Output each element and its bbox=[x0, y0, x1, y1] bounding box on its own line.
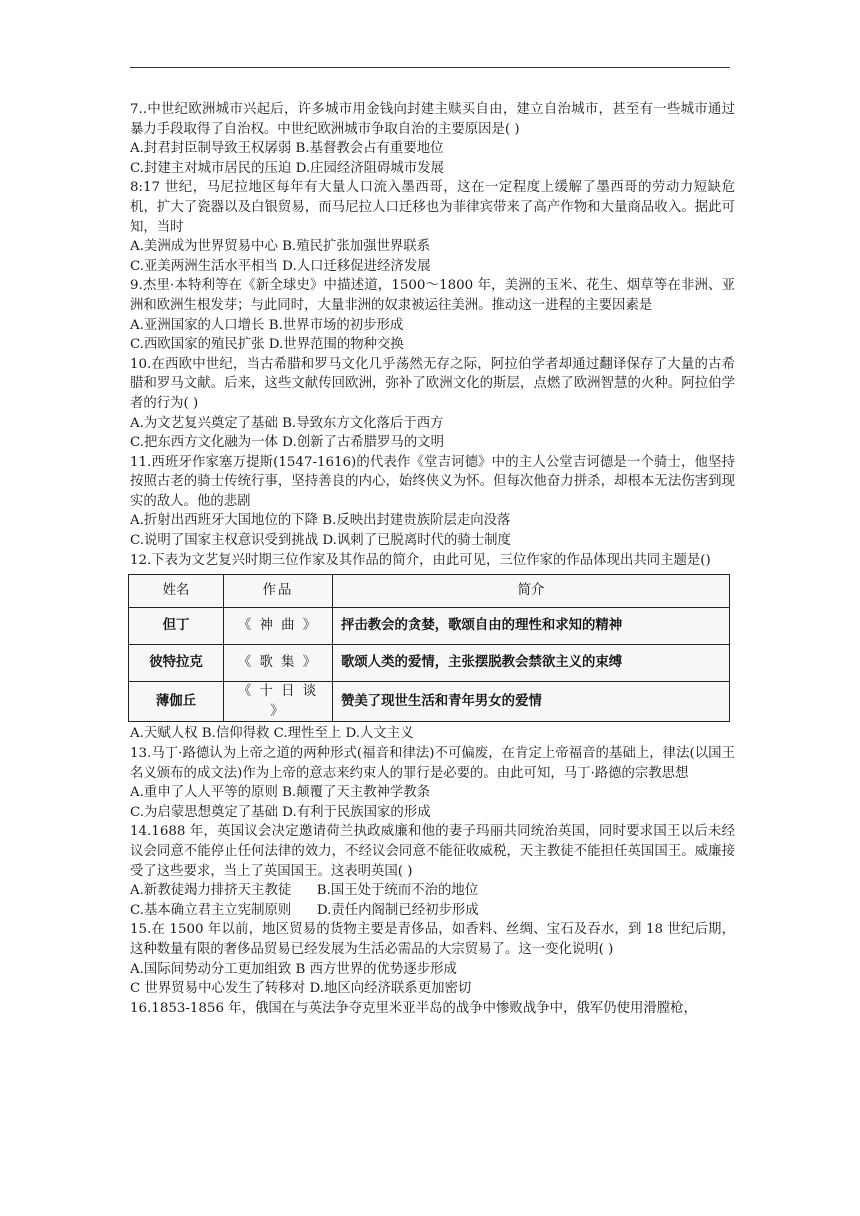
table-header-cell: 作品 bbox=[224, 575, 333, 608]
question-stem: 15.在 1500 年以前，地区贸易的货物主要是青侈品，如香料、丝绸、宝石及吞水，到 18 世纪后期，这种数量有限的奢侈品贸易已经发展为生活必需品的大宗贸易了。这一变化说明( ) bbox=[130, 922, 735, 957]
option-line: A.国际间势动分工更加组致 B 西方世界的优势逐步形成 bbox=[130, 961, 457, 977]
question-9 bbox=[130, 276, 735, 354]
option-line: C.把东西方文化融为一体 D.创新了古希腊罗马的文明 bbox=[130, 435, 444, 451]
option-line: C 世界贸易中心发生了转移对 D.地区向经济联系更加密切 bbox=[130, 981, 472, 997]
option-line: A.新教徒竭力排挤天主教徒 B.国王处于统而不治的地位 bbox=[130, 883, 479, 899]
table-cell-summary: 赞美了现世生活和青年男女的爱情 bbox=[333, 682, 730, 722]
question-13 bbox=[130, 744, 735, 822]
option-line: C.为启蒙思想奠定了基础 D.有利于民族国家的形成 bbox=[130, 804, 431, 820]
question-stem: 8:17 世纪，马尼拉地区每年有大量人口流入墨西哥，这在一定程度上缓解了墨西哥的劳动力短缺危机，扩大了瓷器以及白银贸易，而马尼拉人口迁移也为菲律宾带来了高产作物和大量商品收入。据此可知，当时 bbox=[130, 180, 735, 235]
question-15 bbox=[130, 920, 735, 998]
question-8 bbox=[130, 178, 735, 276]
option-line: A.天赋人权 B.信仰得救 C.理性至上 D.人文主义 bbox=[130, 726, 414, 742]
question-stem: 11.西班牙作家塞万提斯(1547-1616)的代表作《堂吉诃德》中的主人公堂吉诃德是一个骑士，他坚持按照古老的骑士传统行事，坚持善良的内心，始终侠义为怀。但每次他奋力拼杀，却根本无法伤害到现实的敌人。他的悲剧 bbox=[130, 454, 735, 509]
table-cell-author: 但丁 bbox=[129, 608, 224, 645]
header-rule bbox=[130, 67, 730, 68]
authors-works-table bbox=[128, 574, 730, 722]
question-10 bbox=[130, 355, 735, 453]
table-cell-summary: 抨击教会的贪婪，歌颂自由的理性和求知的精神 bbox=[333, 608, 730, 645]
question-11 bbox=[130, 453, 735, 551]
table-row bbox=[129, 645, 730, 682]
option-line: C.基本确立君主立宪制原则 D.责任内阁制已经初步形成 bbox=[130, 902, 479, 918]
table-cell-author: 薄伽丘 bbox=[129, 682, 224, 722]
table-cell-author: 彼特拉克 bbox=[129, 645, 224, 682]
table-header-cell: 简介 bbox=[333, 575, 730, 608]
option-line: C.说明了国家主权意识受到挑战 D.讽刺了已脱离时代的骑士制度 bbox=[130, 533, 511, 549]
question-stem: 14.1688 年，英国议会决定邀请荷兰执政威廉和他的妻子玛丽共同统治英国，同时要求国王以后未经议会同意不能停止任何法律的效力，不经议会同意不能征收威税，天主教徒不能担任英国国王。威廉接受了这些要求，当上了英国国王。这表明英国( ) bbox=[130, 824, 735, 879]
table-cell-work: 《 神 曲 》 bbox=[224, 608, 333, 645]
option-line: A.亚洲国家的人口增长 B.世界市场的初步形成 bbox=[130, 317, 404, 333]
table-cell-work: 《 十 日 谈 》 bbox=[224, 682, 333, 722]
table-cell-summary: 歌颂人类的爱情，主张摆脱教会禁欲主义的束缚 bbox=[333, 645, 730, 682]
table-cell-work: 《 歌 集 》 bbox=[224, 645, 333, 682]
option-line: C.封建主对城市居民的压迫 D.庄园经济阻碍城市发展 bbox=[130, 160, 444, 176]
question-stem: 13.马丁·路德认为上帝之道的两种形式(福音和律法)不可偏废，在肯定上帝福音的基础上，律法(以国王名义颁布的成文法)作为上帝的意志来约束人的罪行是必要的。由此可知，马丁·路德的宗教思想 bbox=[130, 746, 735, 781]
question-stem: 7..中世纪欧洲城市兴起后，许多城市用金钱向封建主赎买自由，建立自治城市，甚至有一些城市通过暴力手段取得了自治权。中世纪欧洲城市争取自治的主要原因是( ) bbox=[130, 102, 735, 137]
option-line: C.西欧国家的殖民扩张 D.世界范围的物种交换 bbox=[130, 337, 404, 353]
question-stem: 9.杰里·本特利等在《新全球史》中描述道，1500～1800 年，美洲的玉米、花生、烟草等在非洲、亚洲和欧洲生根发芽；与此同时，大量非洲的奴隶被运往美洲。推动这一进程的主要因素是 bbox=[130, 278, 735, 313]
question-stem: 10.在西欧中世纪，当古希腊和罗马文化几乎荡然无存之际，阿拉伯学者却通过翻译保存了大量的古希腊和罗马文献。后来，这些文献传回欧洲，弥补了欧洲文化的斯层，点燃了欧洲智慧的火种。阿拉伯学者的行为( ) bbox=[130, 356, 735, 411]
option-line: A.美洲成为世界贸易中心 B.殖民扩张加强世界联系 bbox=[130, 239, 431, 255]
option-line: A.折射出西班牙大国地位的下降 B.反映出封建贵族阶层走向没落 bbox=[130, 513, 511, 529]
table-header-cell: 姓名 bbox=[129, 575, 224, 608]
question-7 bbox=[130, 100, 735, 178]
option-line: A.重申了人人平等的原则 B.颠覆了天主教神学教条 bbox=[130, 785, 431, 801]
question-14 bbox=[130, 822, 735, 920]
question-16 bbox=[130, 999, 735, 1019]
question-stem: 16.1853-1856 年，俄国在与英法争夺克里米亚半岛的战争中惨败战争中，俄军仍使用滑膛枪， bbox=[130, 1000, 697, 1016]
table-row bbox=[129, 682, 730, 722]
table-row bbox=[129, 608, 730, 645]
option-line: C.亚美两洲生活水平相当 D.人口迁移促进经济发展 bbox=[130, 258, 431, 274]
table-header-row bbox=[129, 575, 730, 608]
option-line: A.为文艺复兴奠定了基础 B.导致东方文化落后于西方 bbox=[130, 415, 444, 431]
question-list bbox=[130, 100, 735, 1018]
question-12 bbox=[130, 551, 735, 744]
question-stem: 12.下表为文艺复兴时期三位作家及其作品的简介，由此可见，三位作家的作品体现出共同主题是() bbox=[130, 552, 711, 568]
option-line: A.封君封臣制导致王权孱弱 B.基督教会占有重要地位 bbox=[130, 141, 444, 157]
